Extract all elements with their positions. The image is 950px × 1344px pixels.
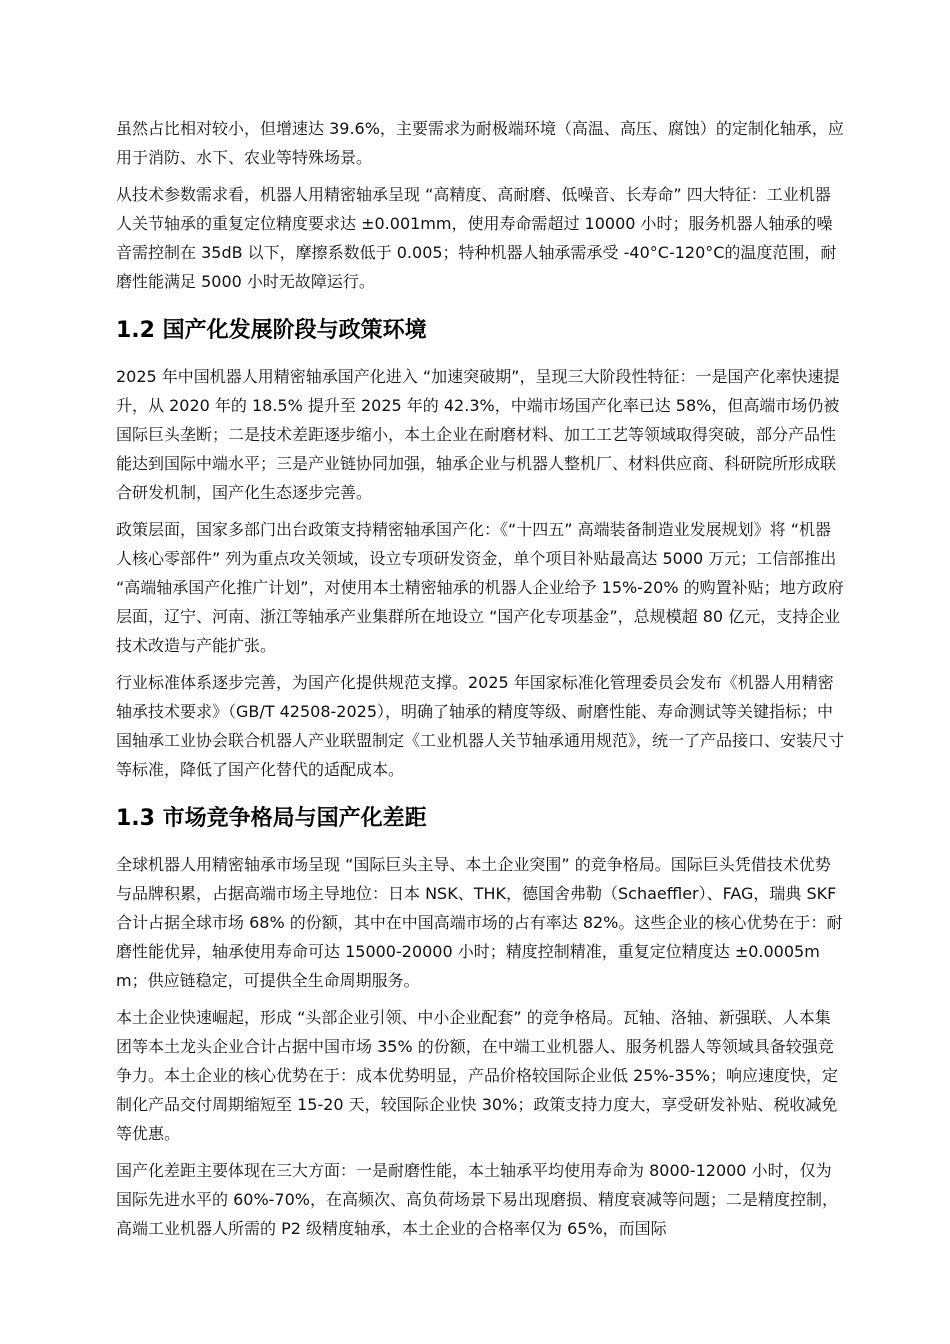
- paragraph: 政策层面，国家多部门出台政策支持精密轴承国产化：《“十四五” 高端装备制造业发展规划》将 “机器人核心零部件” 列为重点攻关领域，设立专项研发资金，单个项目补贴最高达 5000 万元；工信部推出 “高端轴承国产化推广计划”，对使用本土精密轴承的机器人企业给予 15%-20% 的购置补贴；地方政府层面，辽宁、河南、浙江等轴承产业集群所在地设立 “国产化专项基金”，总规模超 80 亿元，支持企业技术改造与产能扩张。: [116, 520, 844, 655]
- paragraph: 行业标准体系逐步完善，为国产化提供规范支撑。2025 年国家标准化管理委员会发布《机器人用精密轴承技术要求》（GB/T 42508-2025），明确了轴承的精度等级、耐磨性能、寿命测试等关键指标；中国轴承工业协会联合机器人产业联盟制定《工业机器人关节轴承通用规范》，统一了产品接口、安装尺寸等标准，降低了国产化替代的适配成本。: [116, 673, 845, 779]
- document-page: [116, 114, 844, 1251]
- paragraph: 国产化差距主要体现在三大方面：一是耐磨性能，本土轴承平均使用寿命为 8000-12000 小时，仅为国际先进水平的 60%-70%，在高频次、高负荷场景下易出现磨损、精度衰减等问题；二是精度控制，高端工业机器人所需的 P2 级精度轴承，本土企业的合格率仅为 65%，而国际: [116, 1161, 838, 1238]
- paragraph: 从技术参数需求看，机器人用精密轴承呈现 “高精度、高耐磨、低噪音、长寿命” 四大特征：工业机器人关节轴承的重复定位精度要求达 ±0.001mm，使用寿命需超过 10000 小时；服务机器人轴承的噪音需控制在 35dB 以下，摩擦系数低于 0.005；特种机器人轴承需承受 -40°C-120°C的温度范围，耐磨性能满足 5000 小时无故障运行。: [116, 185, 837, 291]
- paragraph: 全球机器人用精密轴承市场呈现 “国际巨头主导、本土企业突围” 的竞争格局。国际巨头凭借技术优势与品牌积累，占据高端市场主导地位：日本 NSK、THK，德国舍弗勒（Schaeffler）、FAG，瑞典 SKF 合计占据全球市场 68% 的份额，其中在中国高端市场的占有率达 82%。这些企业的核心优势在于：耐磨性能优异，轴承使用寿命可达 15000-20000 小时；精度控制精准，重复定位精度达 ±0.0005mm；供应链稳定，可提供全生命周期服务。: [116, 855, 843, 990]
- section-heading-1-3: 1.3 市场竞争格局与国产化差距: [116, 806, 427, 831]
- paragraph: 2025 年中国机器人用精密轴承国产化进入 “加速突破期”，呈现三大阶段性特征：一是国产化率快速提升，从 2020 年的 18.5% 提升至 2025 年的 42.3%，中端市场国产化率已达 58%，但高端市场仍被国际巨头垄断；二是技术差距逐步缩小，本土企业在耐磨材料、加工工艺等领域取得突破，部分产品性能达到国际中端水平；三是产业链协同加强，轴承企业与机器人整机厂、材料供应商、科研院所形成联合研发机制，国产化生态逐步完善。: [116, 367, 840, 502]
- section-heading-1-2: 1.2 国产化发展阶段与政策环境: [116, 318, 427, 343]
- paragraph: 本土企业快速崛起，形成 “头部企业引领、中小企业配套” 的竞争格局。瓦轴、洛轴、新强联、人本集团等本土龙头企业合计占据中国市场 35% 的份额，在中端工业机器人、服务机器人等领域具备较强竞争力。本土企业的核心优势在于：成本优势明显，产品价格较国际企业低 25%-35%；响应速度快，定制化产品交付周期缩短至 15-20 天，较国际企业快 30%；政策支持力度大，享受研发补贴、税收减免等优惠。: [116, 1008, 838, 1143]
- paragraph: 虽然占比相对较小，但增速达 39.6%，主要需求为耐极端环境（高温、高压、腐蚀）的定制化轴承，应用于消防、水下、农业等特殊场景。: [116, 119, 844, 167]
